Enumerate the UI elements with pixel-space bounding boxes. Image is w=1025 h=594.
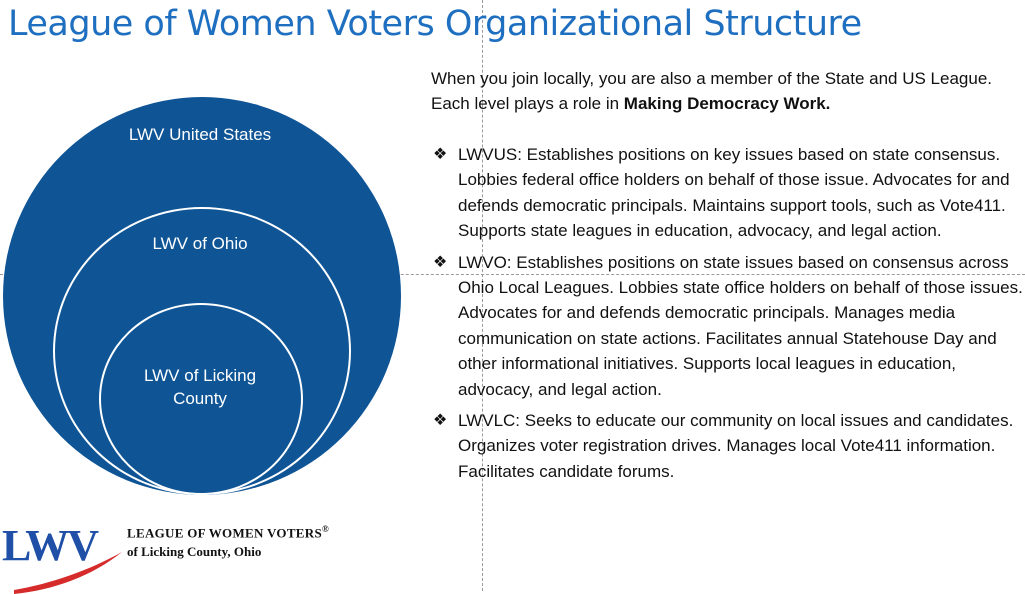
bullet-lwvlc xyxy=(433,408,1023,484)
bullet-text: LWVO: Establishes positions on state issues based on consensus across Ohio Local Leagues. Lobbies state office holders on behalf of those issues. Advocates for and defends democratic principals. Manages media communication on state actions. Facilitates annual Statehouse Day and other informational initiatives. Supports local leagues in education, advocacy, and legal action. xyxy=(458,252,1023,399)
diamond-bullet-icon: ❖ xyxy=(433,146,448,163)
bullet-text: LWVUS: Establishes positions on key issues based on state consensus. Lobbies federal office holders on behalf of those issue. Advocates for and defends democratic principals. Maintains support tools, such as Vote411. Supports state leagues in education, advocacy, and legal action. xyxy=(458,145,1010,241)
lwv-logo-mark: LWV xyxy=(2,521,98,570)
bullet-lwvus xyxy=(433,142,1023,244)
intro-paragraph xyxy=(431,66,1016,116)
intro-emphasis: Making Democracy Work. xyxy=(623,94,831,113)
diamond-bullet-icon: ❖ xyxy=(433,412,448,430)
bullet-text: LWVLC: Seeks to educate our community on local issues and candidates. Organizes voter registration drives. Manages local Vote411 information. Facilitates candidate forums. xyxy=(458,411,1014,481)
label-lwv-licking-county: LWV of Licking County xyxy=(143,366,257,408)
red-swoosh-icon xyxy=(10,550,130,594)
label-lwv-ohio: LWV of Ohio xyxy=(152,234,248,253)
registered-mark: ® xyxy=(322,524,330,534)
label-lwv-united-states: LWV United States xyxy=(128,125,272,144)
diamond-bullet-icon: ❖ xyxy=(433,253,448,271)
bullet-lwvo xyxy=(433,250,1023,402)
lwv-logo-name xyxy=(127,524,329,541)
lwv-logo xyxy=(2,520,402,590)
logo-name-text: LEAGUE OF WOMEN VOTERS xyxy=(127,525,322,541)
bullet-list xyxy=(433,142,1023,490)
page-title: League of Women Voters Organizational Structure xyxy=(8,4,862,44)
lwv-logo-sub: of Licking County, Ohio xyxy=(127,544,262,559)
intro-text: When you join locally, you are also a member of the State and US League. Each level plays a role in xyxy=(431,69,993,113)
